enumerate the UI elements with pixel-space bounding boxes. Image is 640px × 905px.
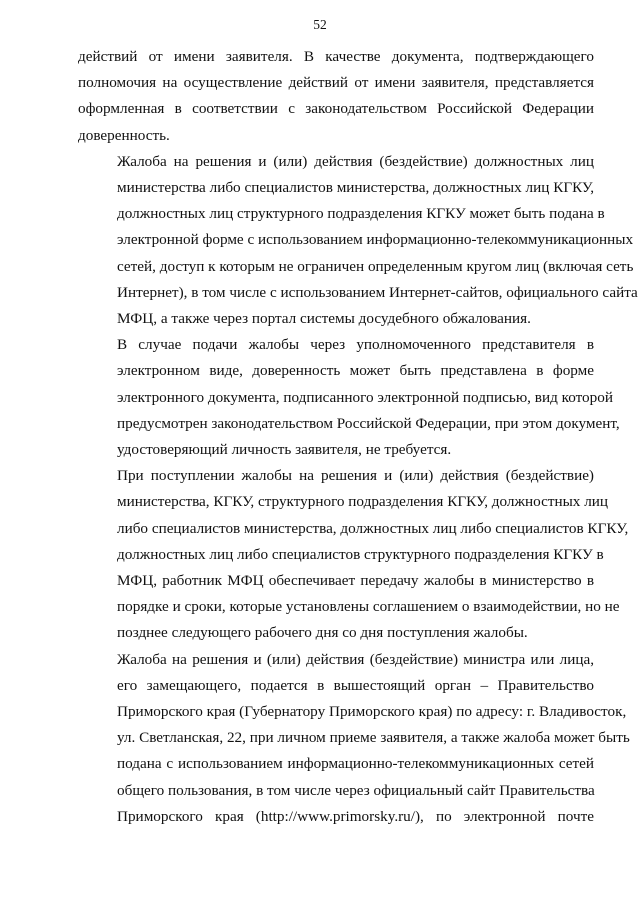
text-line: ул. Светланская, 22, при личном приеме заявителя, а также жалоба может быть	[117, 729, 630, 747]
text-line: либо специалистов министерства, должностных лиц либо специалистов КГКУ,	[117, 519, 629, 537]
text-line: должностных лиц либо специалистов структурного подразделения КГКУ в	[117, 545, 604, 563]
text-line: МФЦ, работник МФЦ обеспечивает передачу жалобы в министерство в	[117, 572, 594, 590]
text-line: При поступлении жалобы на решения и (или) действия (бездействие)	[117, 467, 594, 485]
text-line: подана с использованием информационно-телекоммуникационных сетей	[117, 755, 594, 773]
text-line: Приморского края (Губернатору Приморского края) по адресу: г. Владивосток,	[117, 703, 627, 721]
text-line: Приморского края (http://www.primorsky.ru/), по электронной почте	[117, 807, 594, 825]
text-line: должностных лиц структурного подразделения КГКУ может быть подана в	[117, 205, 605, 223]
text-line: позднее следующего рабочего дня со дня поступления жалобы.	[117, 624, 528, 642]
text-line: Жалоба на решения и (или) действия (бездействие) должностных лиц	[117, 152, 594, 170]
text-line: МФЦ, а также через портал системы досудебного обжалования.	[117, 310, 531, 328]
text-line: электронном виде, доверенность может быть представлена в форме	[117, 362, 594, 380]
text-line: действий от имени заявителя. В качестве документа, подтверждающего	[78, 48, 594, 65]
text-line: сетей, доступ к которым не ограничен определенным кругом лиц (включая сеть	[117, 257, 634, 275]
text-line: министерства либо специалистов министерства, должностных лиц КГКУ,	[117, 179, 594, 197]
text-line: Жалоба на решения и (или) действия (бездействие) министра или лица,	[117, 650, 594, 668]
text-line: полномочия на осуществление действий от имени заявителя, представляется	[78, 74, 594, 92]
text-line: общего пользования, в том числе через официальный сайт Правительства	[117, 781, 595, 799]
text-line: Интернет), в том числе с использованием Интернет-сайтов, официального сайта	[117, 283, 638, 301]
text-line: его замещающего, подается в вышестоящий орган – Правительство	[117, 676, 594, 694]
text-line: доверенность.	[78, 126, 170, 144]
text-line: предусмотрен законодательством Российской Федерации, при этом документ,	[117, 414, 620, 432]
text-line: удостоверяющий личность заявителя, не требуется.	[117, 441, 452, 459]
paragraph	[78, 647, 630, 830]
text-line: В случае подачи жалобы через уполномоченного представителя в	[117, 336, 594, 354]
paragraph	[78, 44, 594, 149]
text-line: порядке и сроки, которые установлены соглашением о взаимодействии, но не	[117, 598, 620, 616]
page-number: 52	[313, 17, 327, 32]
text-line: оформленная в соответствии с законодательством Российской Федерации	[78, 100, 594, 118]
text-line: министерства, КГКУ, структурного подразделения КГКУ, должностных лиц	[117, 493, 609, 511]
text-line: электронного документа, подписанного электронной подписью, вид которой	[117, 388, 613, 406]
paragraph	[78, 463, 629, 646]
paragraph	[78, 149, 638, 332]
document-body	[78, 44, 638, 830]
paragraph	[78, 332, 620, 463]
text-line: электронной форме с использованием информационно-телекоммуникационных	[117, 231, 634, 249]
